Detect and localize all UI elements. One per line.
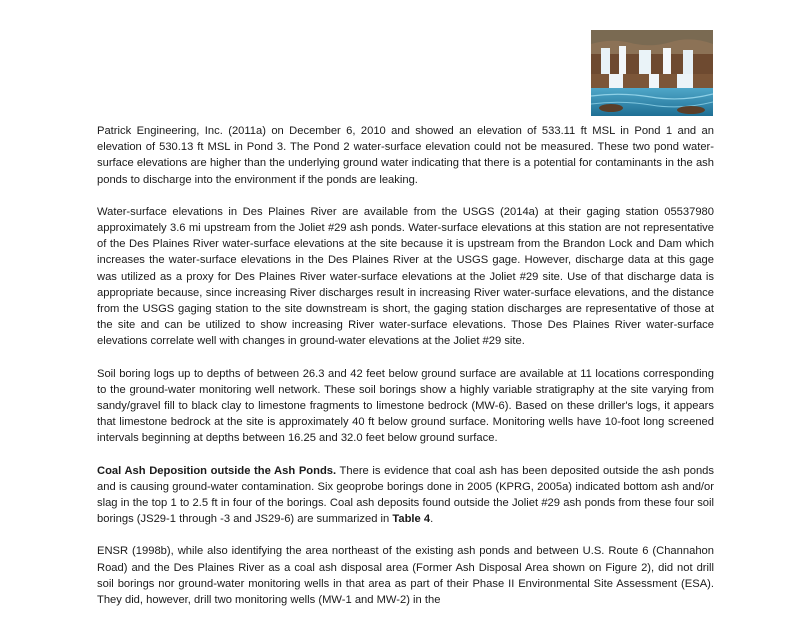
table-4-reference: Table 4 bbox=[392, 513, 431, 526]
paragraph-coal-ash-body-b: . bbox=[430, 513, 434, 526]
body-text bbox=[97, 123, 714, 624]
paragraph-pond-elevations: Patrick Engineering, Inc. (2011a) on December 6, 2010 and showed an elevation of 533.11 ft MSL in Pond 1 and an elevation of 530.13 ft MSL in Pond 3. The Pond 2 water-surface elevation could not be measured. These two pond water-surface elevations are higher than the underlying ground water indicating that there is a potential for contaminants in the ash ponds to discharge into the environment if the ponds are leaking. bbox=[97, 125, 714, 186]
waterfall-photo bbox=[591, 30, 713, 116]
paragraph-coal-ash-deposition bbox=[97, 463, 714, 528]
paragraph-river-elevations: Water-surface elevations in Des Plaines River are available from the USGS (2014a) at their gaging station 05537980 approximately 3.6 mi upstream from the Joliet #29 ash ponds. Water-surface elevations at this station are not representative of the Des Plaines River water-surface elevations at the site because it is upstream from the Brandon Lock and Dam which increases the water-surface elevations in the Des Plaines River at the USGS gage. However, discharge data at this gage was utilized as a proxy for Des Plaines River water-surface elevations at the Joliet #29 site. Use of that discharge data is appropriate because, since increasing River discharges result in increasing River water-surface elevations, and the distance from the USGS gaging station to the site downstream is short, the gaging station discharges are representative of those at the site and can be utilized to show increasing River water-surface elevations. Those Des Plaines River water-surface elevations correlate well with changes in ground-water elevations at the Joliet #29 site. bbox=[97, 205, 714, 348]
paragraph-ensr: ENSR (1998b), while also identifying the area northeast of the existing ash ponds and between U.S. Route 6 (Channahon Road) and the Des Plaines River as a coal ash disposal area (Former Ash Disposal Area shown on Figure 2), did not drill soil borings nor ground-water monitoring wells in that area as part of their Phase II Environmental Site Assessment (ESA). They did, however, drill two monitoring wells (MW-1 and MW-2) in the bbox=[97, 545, 714, 607]
section-heading-coal-ash: Coal Ash Deposition outside the Ash Ponds. bbox=[97, 464, 337, 477]
paragraph-coal-ash-body-a: There is evidence that coal ash has been deposited outside the ash ponds and is causing ground-water contamination. Six geoprobe borings done in 2005 (KPRG, 2005a) indicated bottom ash and/or slag in the top 1 to 2.5 ft in four of the borings. Coal ash deposits found outside the Joliet #29 ash ponds from these four soil borings (JS29-1 through -3 and JS29-6) are summarized in bbox=[97, 464, 714, 526]
waterfall-photo-graphic bbox=[591, 30, 713, 116]
paragraph-soil-borings: Soil boring logs up to depths of between 26.3 and 42 feet below ground surface are available at 11 locations corresponding to the ground-water monitoring well network. These soil borings show a highly variable stratigraphy at the site varying from sandy/gravel fill to black clay to limestone fragments to limestone bedrock (MW-6). Based on these driller's logs, it appears that limestone bedrock at the site is approximately 40 ft below ground surface. Monitoring wells have 10-foot long screened intervals beginning at depths between 16.25 and 32.0 feet below ground surface. bbox=[97, 367, 714, 445]
